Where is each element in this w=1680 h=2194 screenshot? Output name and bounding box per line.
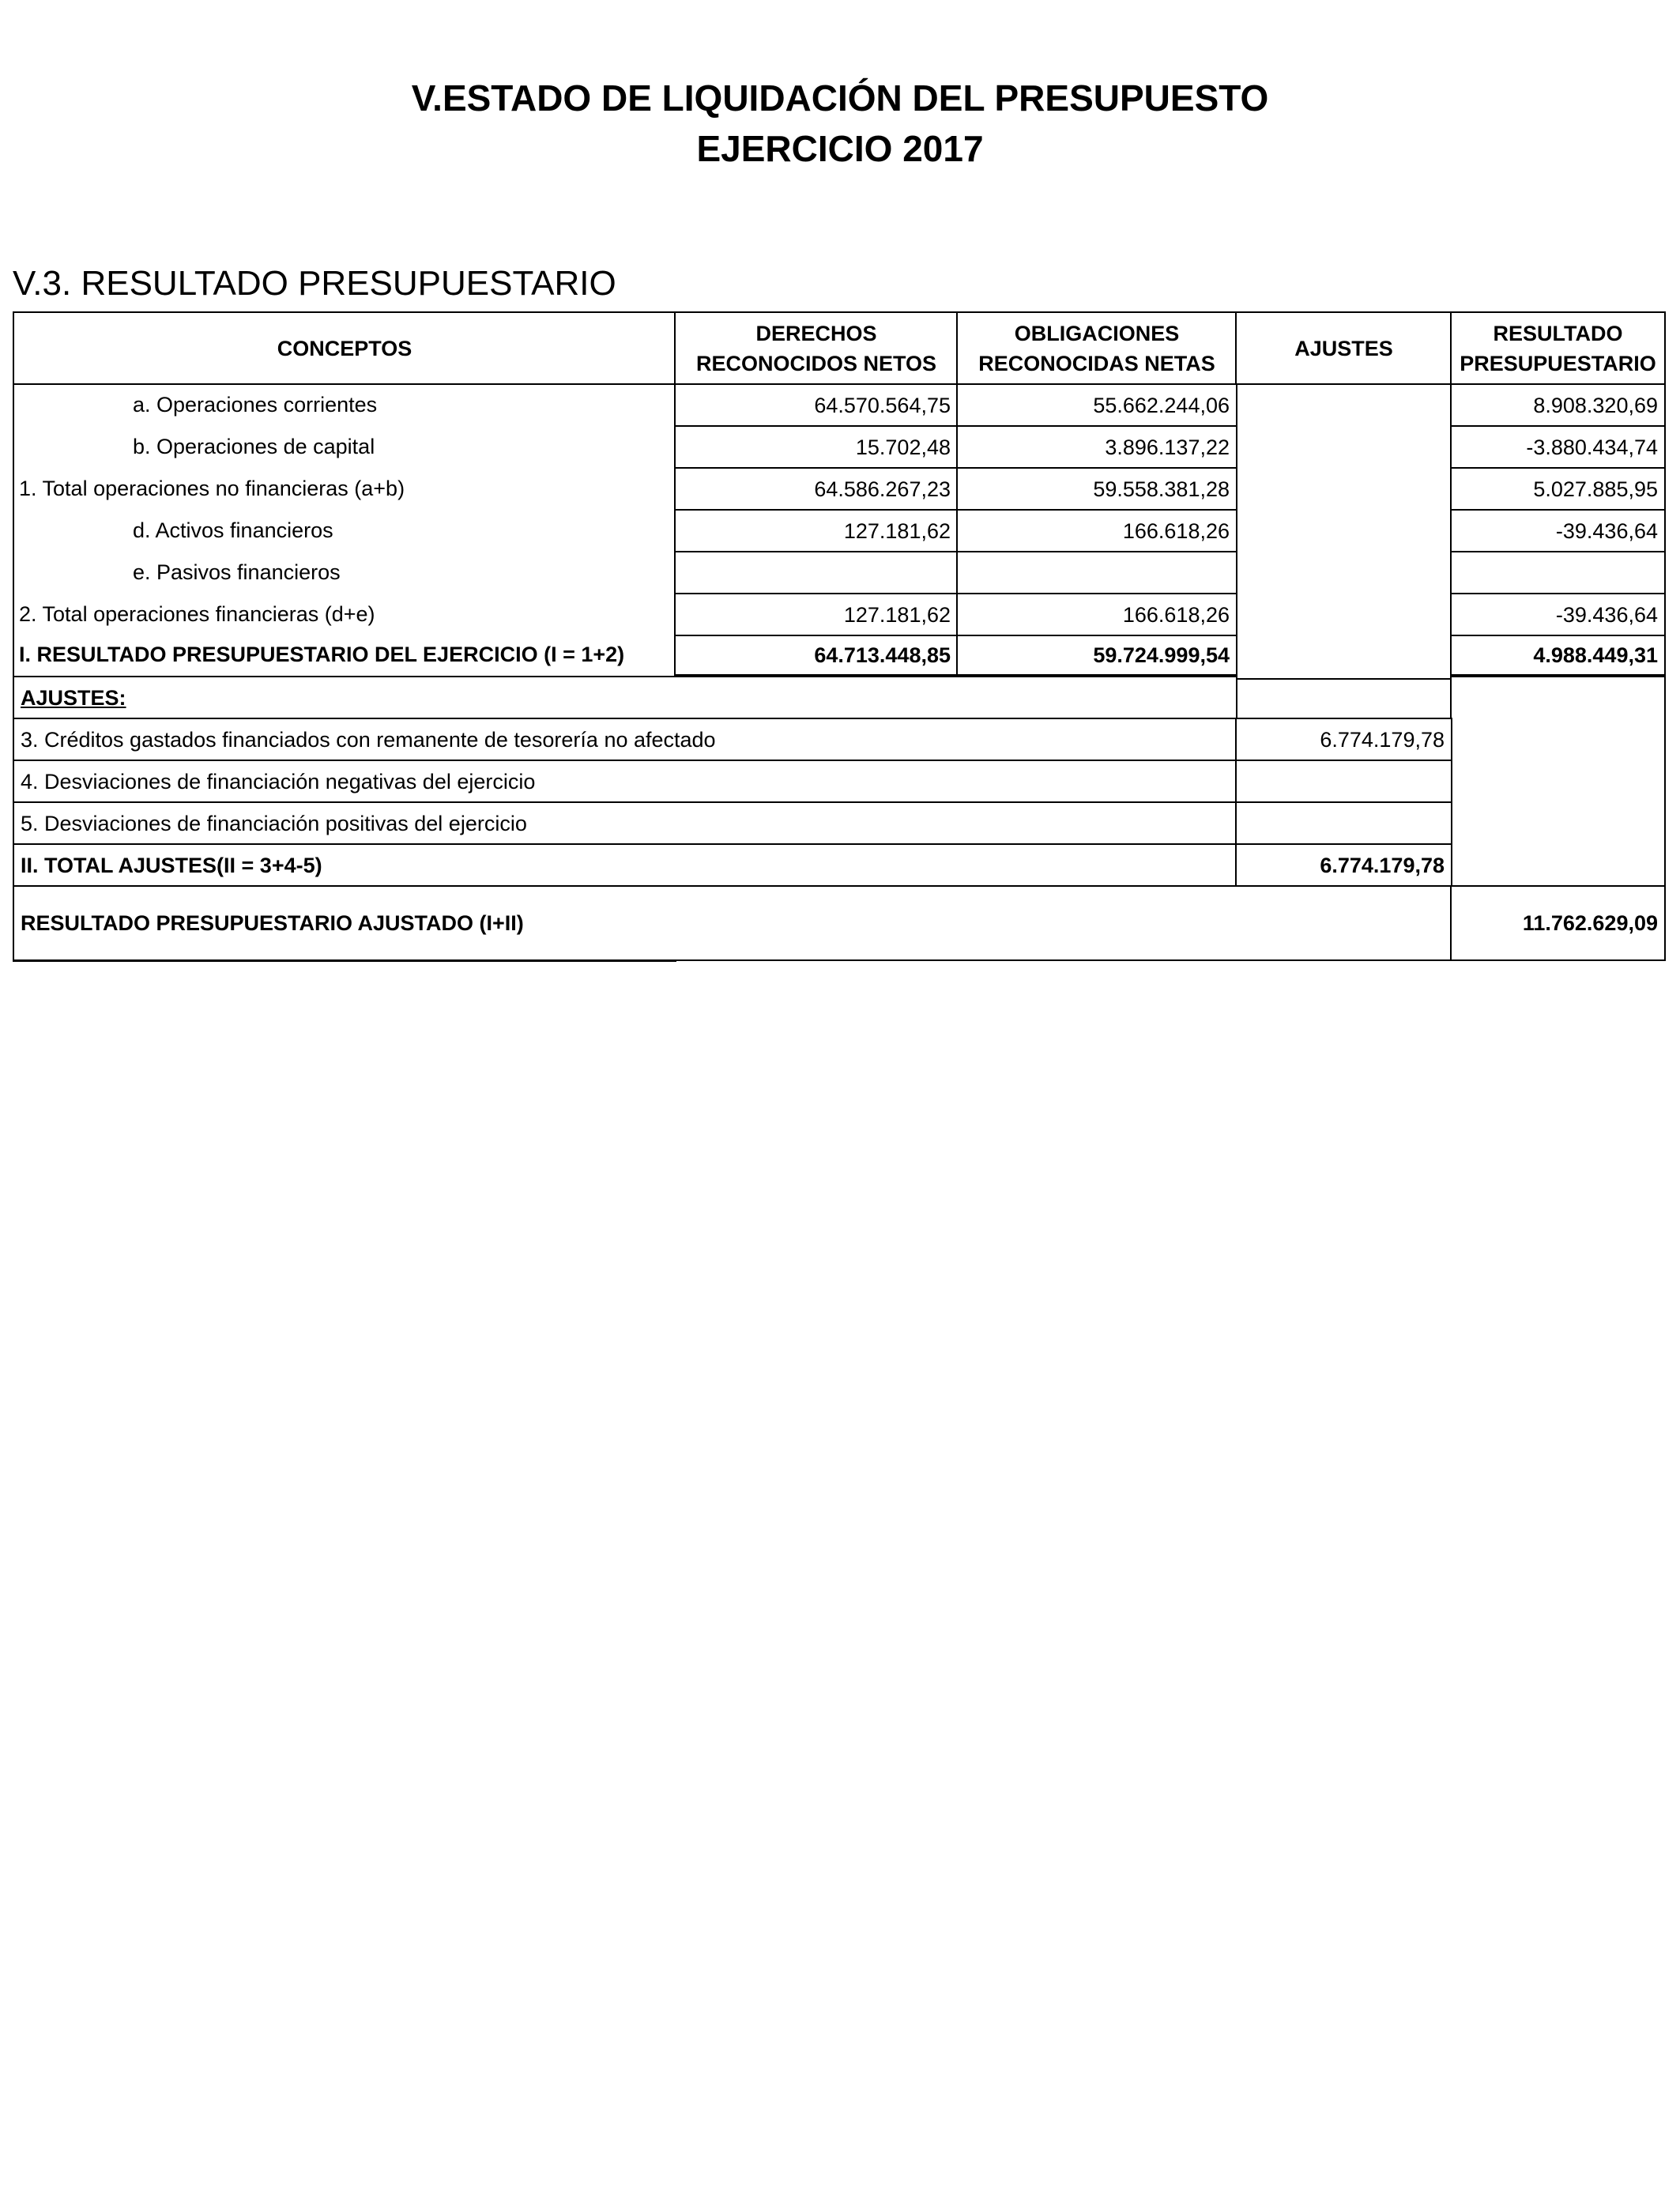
ajustes-column-blank <box>1235 383 1452 680</box>
resultado-ajustado-label: RESULTADO PRESUPUESTARIO AJUSTADO (I+II) <box>13 885 1452 961</box>
document-title: V.ESTADO DE LIQUIDACIÓN DEL PRESUPUESTO <box>411 77 1269 119</box>
row-label: d. Activos financieros <box>133 518 333 542</box>
header-resultado: RESULTADO PRESUPUESTARIO <box>1450 311 1666 386</box>
header-obligaciones: OBLIGACIONES RECONOCIDAS NETAS <box>956 311 1237 386</box>
ajuste-value-cell <box>1235 760 1452 804</box>
obligaciones-cell: 59.558.381,28 <box>956 467 1237 511</box>
row-label: b. Operaciones de capital <box>133 434 375 458</box>
header-ajustes: AJUSTES <box>1235 311 1452 386</box>
total-ajustes-value: 6.774.179,78 <box>1235 843 1452 888</box>
derechos-cell <box>674 551 959 595</box>
obligaciones-cell: 55.662.244,06 <box>956 383 1237 428</box>
derechos-cell: 127.181,62 <box>674 593 959 637</box>
obligaciones-cell <box>956 551 1237 595</box>
resultado-presupuestario-table <box>13 311 1666 961</box>
resultado-cell: -39.436,64 <box>1450 593 1666 637</box>
derechos-cell: 15.702,48 <box>674 425 959 469</box>
resultado-cell: 5.027.885,95 <box>1450 467 1666 511</box>
ajuste-row-label: 4. Desviaciones de financiación negativas del ejercicio <box>13 760 1237 804</box>
ajustes-heading <box>13 676 1237 720</box>
row-label: e. Pasivos financieros <box>133 560 341 584</box>
row-label: 1. Total operaciones no financieras (a+b) <box>19 476 405 500</box>
derechos-cell: 64.570.564,75 <box>674 383 959 428</box>
obligaciones-cell: 166.618,26 <box>956 509 1237 553</box>
derechos-cell: 127.181,62 <box>674 509 959 553</box>
section-title: V.3. RESULTADO PRESUPUESTARIO <box>13 264 616 303</box>
resultado-total-cell: 4.988.449,31 <box>1450 635 1666 676</box>
resultado-cell: -39.436,64 <box>1450 509 1666 553</box>
row-label: a. Operaciones corrientes <box>133 392 378 417</box>
row-label-total-i: I. RESULTADO PRESUPUESTARIO DEL EJERCICIO (I = 1+2) <box>19 643 625 666</box>
header-conceptos: CONCEPTOS <box>13 311 676 386</box>
resultado-column-blank <box>1450 676 1666 889</box>
ajuste-row-label: 3. Créditos gastados financiados con remanente de tesorería no afectado <box>13 718 1237 762</box>
document-subtitle-year: EJERCICIO 2017 <box>696 128 984 169</box>
ajustes-heading-text: AJUSTES: <box>21 686 126 710</box>
derechos-cell: 64.586.267,23 <box>674 467 959 511</box>
ajuste-value-cell <box>1235 801 1452 846</box>
resultado-cell <box>1450 551 1666 595</box>
resultado-ajustado-value: 11.762.629,09 <box>1450 885 1666 961</box>
ajuste-row-label: 5. Desviaciones de financiación positivas del ejercicio <box>13 801 1237 846</box>
total-ajustes-label: II. TOTAL AJUSTES(II = 3+4-5) <box>13 843 1237 888</box>
ajuste-value-cell: 6.774.179,78 <box>1235 718 1452 762</box>
resultado-cell: -3.880.434,74 <box>1450 425 1666 469</box>
derechos-total-cell: 64.713.448,85 <box>674 635 959 676</box>
row-label: 2. Total operaciones financieras (d+e) <box>19 601 375 626</box>
header-derechos: DERECHOS RECONOCIDOS NETOS <box>674 311 959 386</box>
obligaciones-total-cell: 59.724.999,54 <box>956 635 1237 676</box>
resultado-cell: 8.908.320,69 <box>1450 383 1666 428</box>
obligaciones-cell: 166.618,26 <box>956 593 1237 637</box>
obligaciones-cell: 3.896.137,22 <box>956 425 1237 469</box>
